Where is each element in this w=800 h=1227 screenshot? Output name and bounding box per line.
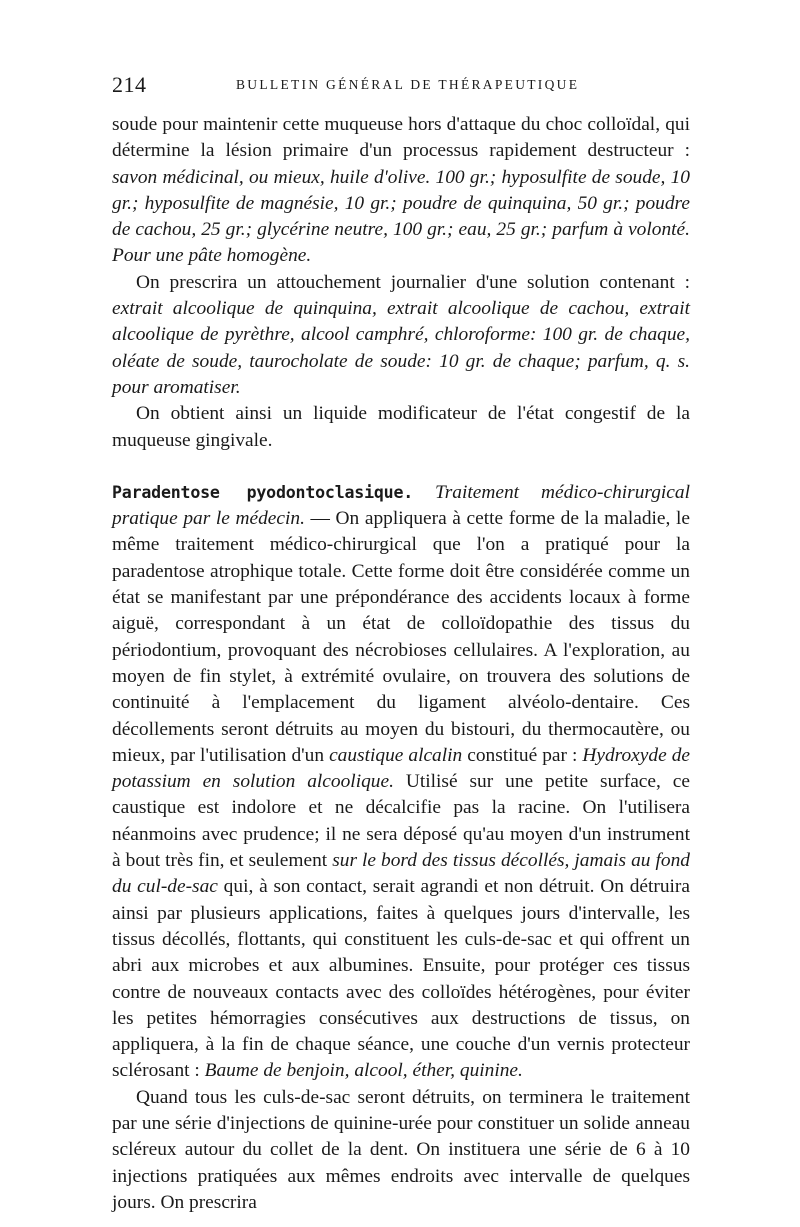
text-run: soude pour maintenir cette muqueuse hors d'attaque du choc colloïdal, qui détermine la lésion primaire d'un processus rapidement destructeur : xyxy=(112,114,690,162)
section-heading: Paradentose pyodontoclasique. xyxy=(112,482,414,502)
italic-run: caustique alcalin xyxy=(329,744,463,766)
text-run: qui, à son contact, serait agrandi et non détruit. On détruira ainsi par plusieurs applications, faites à quelques jours d'intervalle, les tissus décollés, flottants, qui constituent les culs-de-sac et qui offrent un abri aux microbes et aux albumines. Ensuite, pour protéger ces tissus contre de nouveaux contacts avec des colloïdes hétérogènes, pour éviter les petites hémorragies consécutives aux destructions de tissus, on appliquera, à la fin de chaque séance, une couche d'un vernis protecteur sclérosant : xyxy=(112,876,691,1082)
text-run: On prescrira un attouchement journalier d'une solution contenant : xyxy=(136,271,690,293)
text-run: On obtient ainsi un liquide modificateur de l'état congestif de la muqueuse gingivale. xyxy=(112,403,690,451)
paragraph xyxy=(112,401,690,454)
running-title: BULLETIN GÉNÉRAL DE THÉRAPEUTIQUE xyxy=(236,77,580,92)
paragraph xyxy=(112,112,690,270)
page-header xyxy=(112,72,690,102)
italic-run: extrait alcoolique de quinquina, extrait alcoolique de cachou, extrait alcoolique de pyrèthre, alcool camphré, chloroforme: 100 gr. de chaque, oléate de soude, taurocholate de soude: 10 gr. de chaque; parfum, q. s. pour aromatiser. xyxy=(112,298,690,398)
text-run: constitué par : xyxy=(462,744,583,766)
body-text xyxy=(112,112,690,1216)
page-number: 214 xyxy=(112,72,147,97)
text-run: — On appliquera à cette forme de la maladie, le même traitement médico-chirurgical que l'on a pratiqué pour la paradentose atrophique totale. Cette forme doit être considérée comme un état se manifestant par une prépondérance des accidents locaux à forme aiguë, correspondant à un état de colloïdopathie des tissus du périodontium, provoquant des nécrobioses cellulaires. A l'exploration, au moyen de fin stylet, à extrémité ovulaire, on trouvera des solutions de continuité à l'emplacement du ligament alvéolo-dentaire. Ces décollements seront détruits au moyen du bistouri, du thermocautère, ou mieux, par l'utilisation d'un xyxy=(112,508,690,766)
text-run: Quand tous les culs-de-sac seront détruits, on terminera le traitement par une série d'injections de quinine-urée pour constituer un solide anneau scléreux autour du collet de la dent. On instituera une série de 6 à 10 injections pratiquées aux mêmes endroits avec intervalle de quelques jours. On prescrira xyxy=(112,1086,690,1213)
italic-run: savon médicinal, ou mieux, huile d'olive. 100 gr.; hyposulfite de soude, 10 gr.; hyposulfite de magnésie, 10 gr.; poudre de quinquina, 50 gr.; poudre de cachou, 25 gr.; glycérine neutre, 100 gr.; eau, 25 gr.; parfum à volonté. Pour une pâte homogène. xyxy=(112,166,690,267)
italic-run: Baume de benjoin, alcool, éther, quinine. xyxy=(204,1060,523,1082)
paragraph xyxy=(112,1085,690,1216)
paragraph xyxy=(112,270,690,401)
text-run: Utilisé sur une petite surface, ce caustique est indolore et ne décalcifie pas la racine. On l'utilisera néanmoins avec prudence; il ne sera déposé qu'au moyen d'un instrument à bout très fin, et seulement xyxy=(112,771,691,872)
italic-run: Hydroxyde de potassium en solution alcoolique. xyxy=(112,744,690,793)
italic-run: sur le bord des tissus décollés, jamais au fond du cul-de-sac xyxy=(112,850,690,898)
section-paragraph xyxy=(112,480,690,1085)
text-run xyxy=(413,482,435,503)
italic-run: Traitement médico-chirurgical pratique par le médecin. xyxy=(112,481,690,530)
